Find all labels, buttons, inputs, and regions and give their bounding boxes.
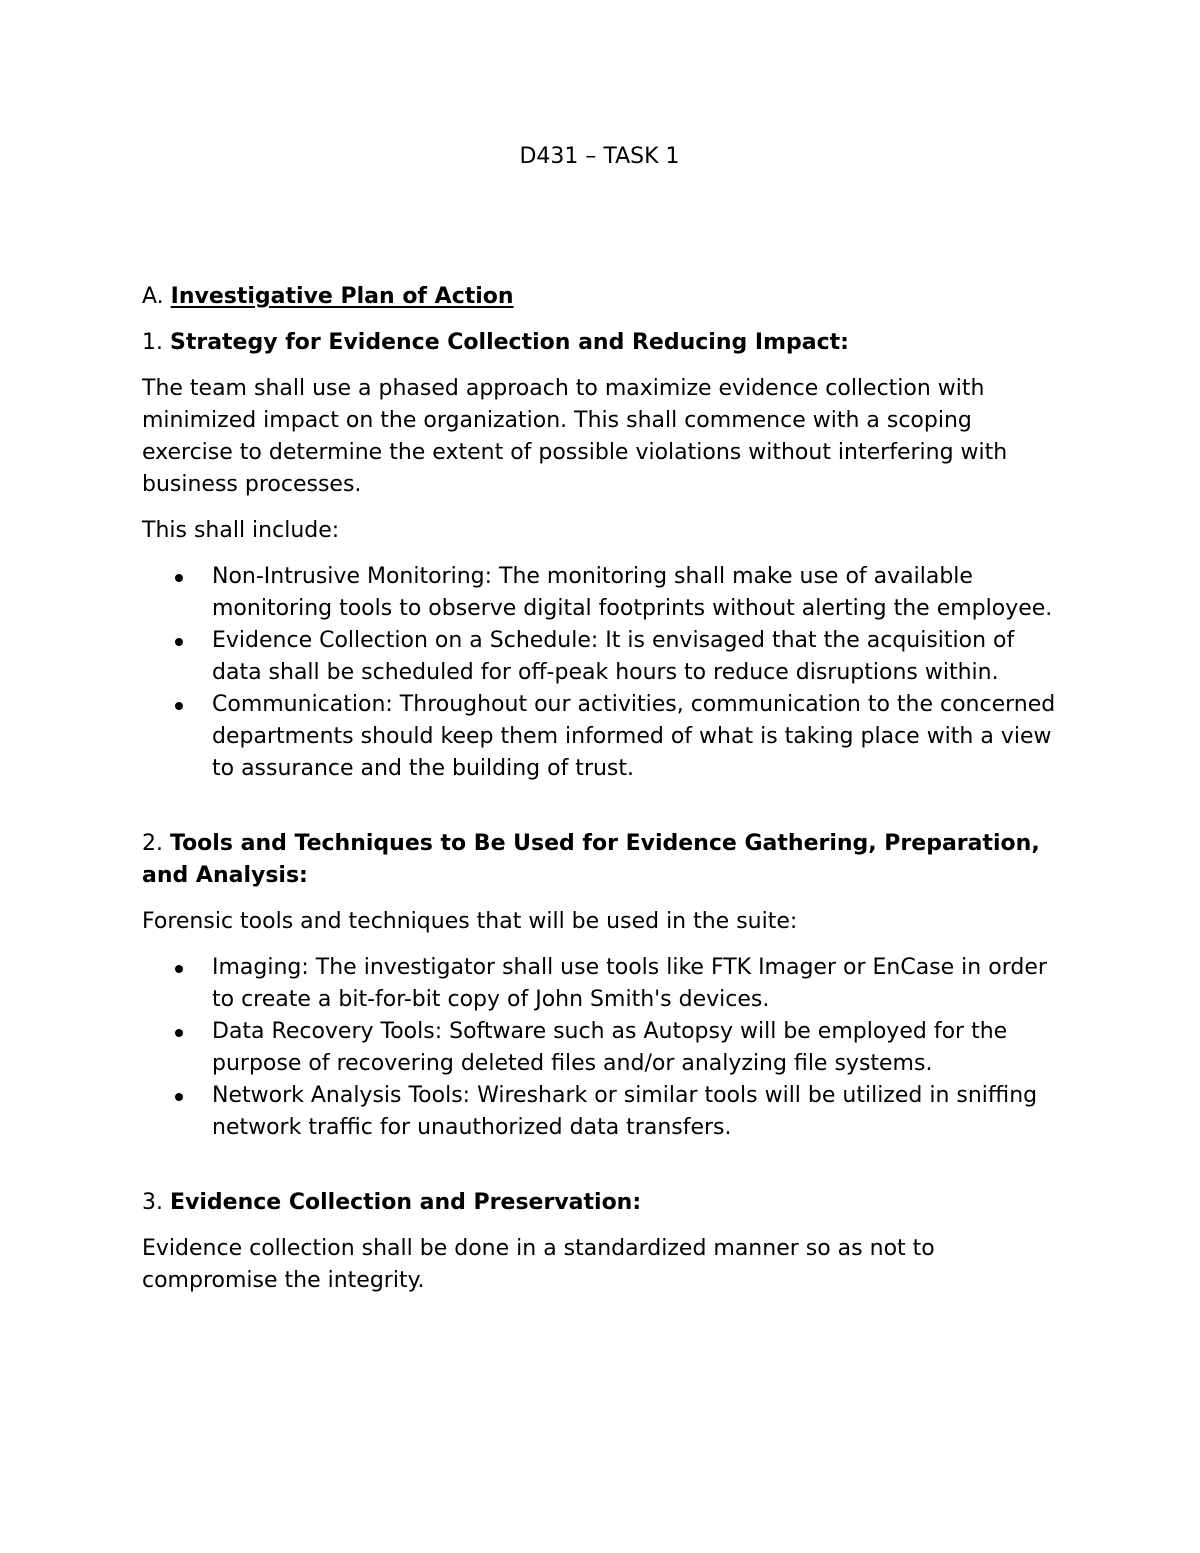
section-2-number: 2.: [142, 831, 170, 856]
list-item: [142, 625, 1057, 689]
list-item-text: Evidence Collection on a Schedule: It is envisaged that the acquisition of data shall be scheduled for off-peak hours to reduce disruptions within.: [212, 628, 1015, 685]
section-2-intro: Forensic tools and techniques that will be used in the suite:: [142, 909, 798, 934]
section-a-heading: [142, 281, 1057, 313]
document-body: [142, 281, 1057, 1311]
section-a-title: Investigative Plan of Action: [170, 284, 514, 309]
section-a-prefix: A.: [142, 284, 171, 309]
bullet-icon: [175, 638, 183, 646]
section-2-heading: [142, 828, 1057, 892]
list-item-text: Data Recovery Tools: Software such as Autopsy will be employed for the purpose of recovering deleted files and/or analyzing file systems.: [212, 1019, 1008, 1076]
list-item-text: Communication: Throughout our activities, communication to the concerned departments should keep them informed of what is taking place with a view to assurance and the building of trust.: [212, 692, 1056, 781]
section-2-title: Tools and Techniques to Be Used for Evidence Gathering, Preparation, and Analysis:: [142, 831, 1040, 888]
section-3-number: 3.: [142, 1190, 170, 1215]
section-1-intro: This shall include:: [142, 518, 340, 543]
section-1-bullet-list: [142, 561, 1057, 785]
section-1-number: 1.: [142, 330, 170, 355]
section-3-title: Evidence Collection and Preservation:: [169, 1190, 642, 1215]
list-item-text: Network Analysis Tools: Wireshark or similar tools will be utilized in sniffing network traffic for unauthorized data transfers.: [212, 1083, 1038, 1140]
list-item: [142, 689, 1057, 785]
spacer: [142, 1144, 1057, 1187]
section-1-heading: [142, 327, 1057, 359]
spacer: [142, 785, 1057, 828]
section-3-heading: [142, 1187, 1057, 1219]
section-1-title: Strategy for Evidence Collection and Reducing Impact:: [169, 330, 849, 355]
list-item: [142, 952, 1057, 1016]
bullet-icon: [175, 702, 183, 710]
section-3-paragraph: Evidence collection shall be done in a standardized manner so as not to compromise the integrity.: [142, 1236, 935, 1293]
list-item-text: Non-Intrusive Monitoring: The monitoring shall make use of available monitoring tools to observe digital footprints without alerting the employee.: [212, 564, 1053, 621]
bullet-icon: [175, 965, 183, 973]
list-item-text: Imaging: The investigator shall use tools like FTK Imager or EnCase in order to create a bit-for-bit copy of John Smith's devices.: [212, 955, 1047, 1012]
list-item: [142, 1080, 1057, 1144]
bullet-icon: [175, 1093, 183, 1101]
document-title: D431 – TASK 1: [519, 144, 680, 169]
bullet-icon: [175, 574, 183, 582]
bullet-icon: [175, 1029, 183, 1037]
section-2-bullet-list: [142, 952, 1057, 1144]
list-item: [142, 561, 1057, 625]
section-1-paragraph: The team shall use a phased approach to maximize evidence collection with minimized impact on the organization. This shall commence with a scoping exercise to determine the extent of possible violations without interfering with business processes.: [142, 376, 1008, 497]
list-item: [142, 1016, 1057, 1080]
